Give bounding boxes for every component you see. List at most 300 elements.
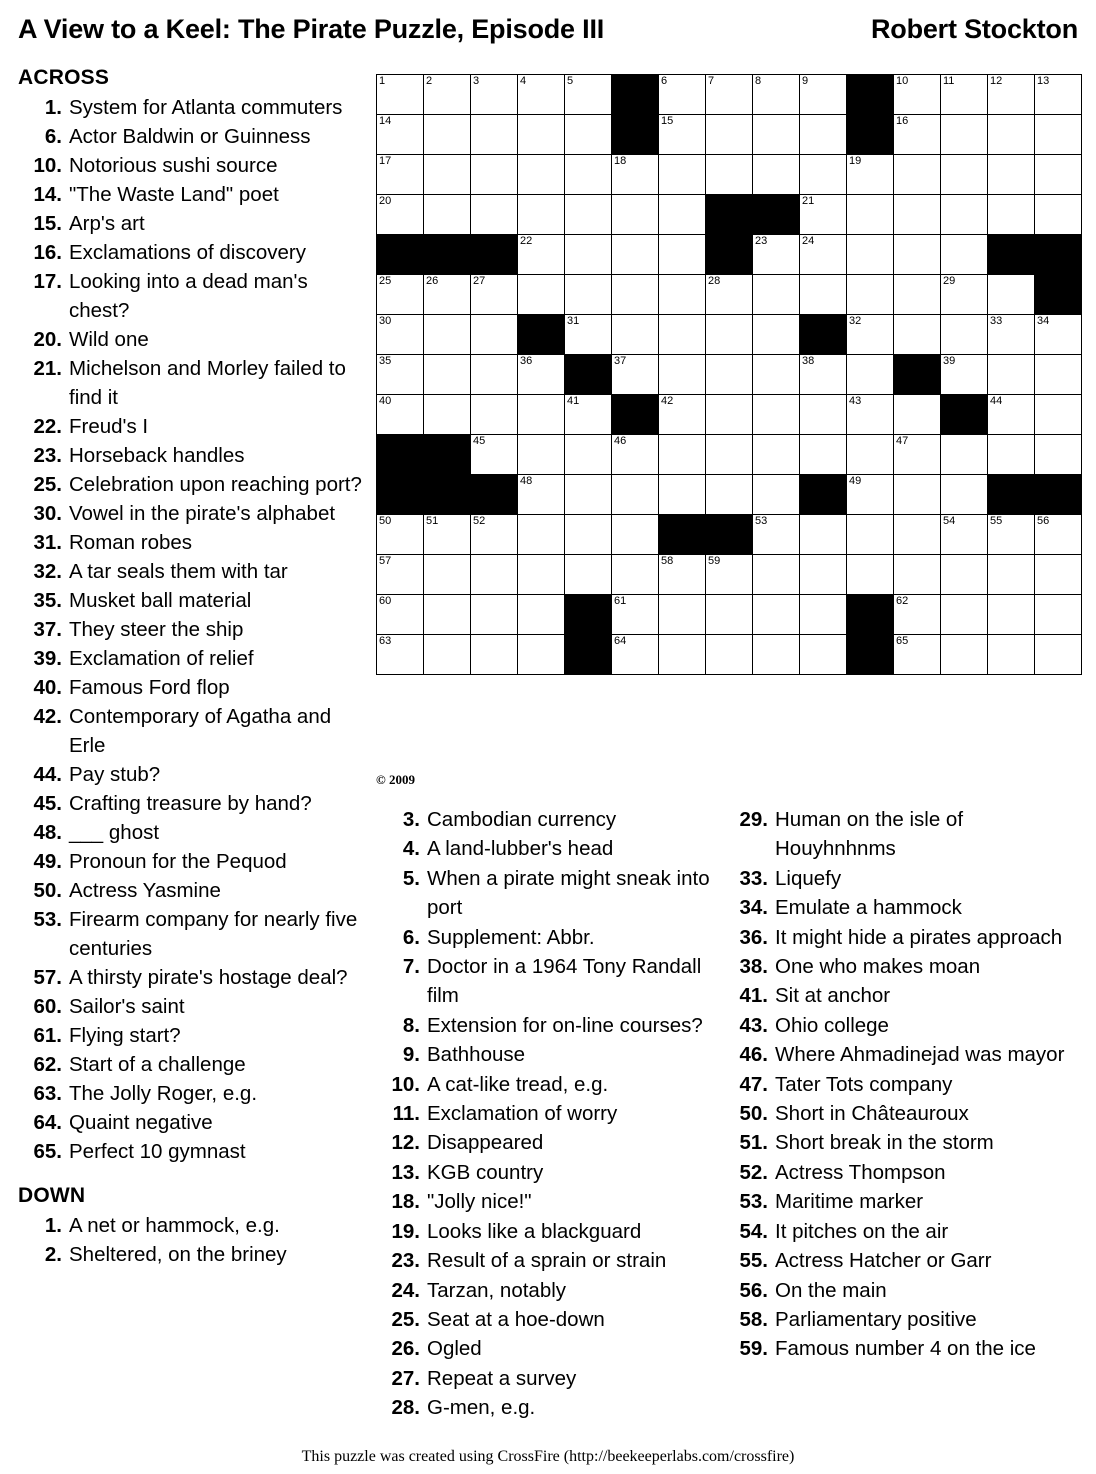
grid-cell-number: 32 [849, 315, 862, 327]
grid-cell[interactable] [706, 555, 753, 595]
grid-cell[interactable] [659, 475, 706, 515]
grid-cell[interactable] [424, 395, 471, 435]
clue-number: 36. [739, 925, 768, 949]
clue-item [18, 1108, 366, 1137]
clue-text: G-men, e.g. [427, 1396, 536, 1420]
grid-cell[interactable] [377, 275, 424, 315]
clue-number: 28. [391, 1396, 420, 1420]
clue-item [18, 1240, 366, 1269]
clue-item [18, 818, 366, 847]
grid-cell-number: 9 [802, 75, 809, 87]
grid-cell[interactable] [377, 115, 424, 155]
clue-text: Where Ahmadinejad was mayor [775, 1043, 1065, 1067]
clue-item [376, 923, 716, 952]
grid-cell[interactable] [753, 155, 800, 195]
clue-text: Maritime marker [775, 1190, 924, 1214]
grid-cell[interactable] [753, 315, 800, 355]
grid-cell[interactable] [377, 635, 424, 675]
grid-cell[interactable] [518, 115, 565, 155]
grid-cell[interactable] [753, 595, 800, 635]
clue-item [18, 528, 366, 557]
grid-cell[interactable] [518, 195, 565, 235]
grid-cell[interactable] [706, 475, 753, 515]
grid-cell[interactable] [941, 635, 988, 675]
grid-cell[interactable] [753, 75, 800, 115]
grid-cell[interactable] [847, 235, 894, 275]
grid-cell[interactable] [471, 395, 518, 435]
grid-cell[interactable] [565, 155, 612, 195]
grid-cell[interactable] [847, 395, 894, 435]
grid-cell[interactable] [753, 355, 800, 395]
clue-item [724, 1334, 1080, 1363]
grid-cell[interactable] [659, 195, 706, 235]
grid-cell[interactable] [988, 355, 1035, 395]
grid-cell-number: 58 [661, 555, 674, 567]
clue-text: Contemporary of Agatha and Erle [69, 705, 332, 757]
grid-cell[interactable] [847, 515, 894, 555]
clue-number: 50. [739, 1102, 768, 1126]
grid-cell[interactable] [518, 435, 565, 475]
grid-cell[interactable] [894, 75, 941, 115]
grid-cell[interactable] [800, 275, 847, 315]
grid-cell[interactable] [894, 315, 941, 355]
grid-cell[interactable] [659, 355, 706, 395]
grid-cell-number: 15 [661, 115, 674, 127]
clue-number: 23. [33, 444, 62, 467]
grid-cell[interactable] [565, 515, 612, 555]
grid-cell[interactable] [471, 635, 518, 675]
grid-cell[interactable] [424, 355, 471, 395]
grid-cell[interactable] [1035, 315, 1082, 355]
grid-cell[interactable] [988, 75, 1035, 115]
grid-cell[interactable] [1035, 75, 1082, 115]
down-heading: DOWN [18, 1184, 86, 1207]
grid-cell[interactable] [988, 435, 1035, 475]
grid-table[interactable] [376, 74, 1082, 675]
clue-item [724, 923, 1080, 952]
grid-cell[interactable] [471, 155, 518, 195]
grid-cell[interactable] [612, 595, 659, 635]
grid-cell[interactable] [941, 155, 988, 195]
grid-cell[interactable] [377, 195, 424, 235]
grid-cell[interactable] [941, 235, 988, 275]
grid-cell[interactable] [612, 155, 659, 195]
clue-number: 27. [391, 1366, 420, 1390]
grid-cell-number: 40 [379, 395, 392, 407]
grid-block-cell [847, 115, 894, 155]
clue-item [724, 1158, 1080, 1187]
clue-text: Short break in the storm [775, 1131, 994, 1155]
grid-cell[interactable] [988, 275, 1035, 315]
grid-cell[interactable] [565, 75, 612, 115]
grid-cell[interactable] [800, 515, 847, 555]
clue-item [18, 789, 366, 818]
clue-text: Liquefy [775, 866, 842, 890]
grid-cell[interactable] [941, 355, 988, 395]
clue-number: 25. [391, 1307, 420, 1331]
grid-cell[interactable] [894, 275, 941, 315]
grid-cell[interactable] [659, 75, 706, 115]
grid-cell[interactable] [612, 635, 659, 675]
clue-number: 35. [33, 589, 62, 612]
grid-cell[interactable] [1035, 435, 1082, 475]
grid-cell[interactable] [894, 515, 941, 555]
grid-cell[interactable] [518, 475, 565, 515]
grid-cell[interactable] [424, 115, 471, 155]
clue-item [376, 1158, 716, 1187]
grid-block-cell [471, 475, 518, 515]
grid-cell[interactable] [659, 275, 706, 315]
grid-cell[interactable] [612, 315, 659, 355]
grid-cell[interactable] [706, 435, 753, 475]
grid-cell[interactable] [659, 235, 706, 275]
grid-cell[interactable] [847, 155, 894, 195]
grid-cell[interactable] [377, 395, 424, 435]
grid-cell[interactable] [518, 235, 565, 275]
grid-cell[interactable] [988, 195, 1035, 235]
grid-row [377, 115, 1082, 155]
grid-cell[interactable] [894, 155, 941, 195]
grid-cell[interactable] [565, 115, 612, 155]
grid-cell[interactable] [800, 75, 847, 115]
grid-cell[interactable] [800, 195, 847, 235]
grid-cell[interactable] [988, 155, 1035, 195]
grid-cell-number: 52 [473, 515, 486, 527]
clue-number: 64. [33, 1111, 62, 1134]
grid-cell-number: 55 [990, 515, 1003, 527]
grid-cell[interactable] [753, 275, 800, 315]
grid-cell[interactable] [847, 315, 894, 355]
grid-cell[interactable] [1035, 355, 1082, 395]
grid-cell[interactable] [988, 515, 1035, 555]
grid-cell[interactable] [565, 475, 612, 515]
grid-cell[interactable] [988, 635, 1035, 675]
grid-cell[interactable] [706, 595, 753, 635]
grid-cell-number: 63 [379, 635, 392, 647]
grid-cell-number: 42 [661, 395, 674, 407]
grid-cell[interactable] [377, 75, 424, 115]
grid-block-cell [518, 315, 565, 355]
grid-cell[interactable] [377, 595, 424, 635]
clue-number: 23. [391, 1249, 420, 1273]
grid-cell[interactable] [565, 315, 612, 355]
grid-cell-number: 60 [379, 595, 392, 607]
grid-cell[interactable] [753, 635, 800, 675]
grid-cell[interactable] [471, 435, 518, 475]
grid-cell[interactable] [377, 355, 424, 395]
grid-cell[interactable] [1035, 555, 1082, 595]
grid-cell[interactable] [471, 515, 518, 555]
grid-cell[interactable] [941, 435, 988, 475]
grid-cell[interactable] [800, 635, 847, 675]
grid-row [377, 595, 1082, 635]
grid-cell[interactable] [753, 115, 800, 155]
grid-cell[interactable] [706, 395, 753, 435]
grid-block-cell [1035, 235, 1082, 275]
grid-cell[interactable] [1035, 395, 1082, 435]
grid-cell-number: 37 [614, 355, 627, 367]
grid-cell-number: 65 [896, 635, 909, 647]
grid-cell-number: 45 [473, 435, 486, 447]
grid-cell[interactable] [894, 195, 941, 235]
clue-text: Musket ball material [69, 589, 252, 612]
grid-cell[interactable] [659, 435, 706, 475]
clue-number: 4. [402, 837, 420, 861]
grid-cell[interactable] [847, 195, 894, 235]
grid-cell[interactable] [377, 315, 424, 355]
clue-text: Michelson and Morley failed to find it [69, 357, 346, 409]
crossword-grid[interactable] [376, 74, 1082, 675]
clue-text: Result of a sprain or strain [427, 1249, 667, 1273]
grid-block-cell [424, 475, 471, 515]
clue-text: Famous Ford flop [69, 676, 230, 699]
grid-cell-number: 10 [896, 75, 909, 87]
grid-cell-number: 24 [802, 235, 815, 247]
grid-cell[interactable] [424, 275, 471, 315]
grid-cell[interactable] [847, 475, 894, 515]
clue-item [724, 805, 1080, 864]
grid-cell[interactable] [565, 555, 612, 595]
grid-cell-number: 31 [567, 315, 580, 327]
clue-number: 48. [33, 821, 62, 844]
grid-cell[interactable] [847, 555, 894, 595]
grid-cell[interactable] [612, 355, 659, 395]
clue-item [18, 441, 366, 470]
grid-cell[interactable] [894, 635, 941, 675]
grid-cell[interactable] [424, 635, 471, 675]
grid-cell[interactable] [800, 355, 847, 395]
grid-cell[interactable] [565, 395, 612, 435]
clue-number: 6. [402, 925, 420, 949]
grid-cell-number: 18 [614, 155, 627, 167]
grid-cell[interactable] [565, 195, 612, 235]
clue-item [376, 1334, 716, 1363]
clue-item [18, 615, 366, 644]
grid-cell[interactable] [941, 315, 988, 355]
grid-cell[interactable] [988, 595, 1035, 635]
grid-cell[interactable] [424, 595, 471, 635]
grid-cell[interactable] [659, 555, 706, 595]
grid-cell-number: 48 [520, 475, 533, 487]
grid-cell[interactable] [424, 75, 471, 115]
grid-cell[interactable] [941, 195, 988, 235]
puzzle-author: Robert Stockton [870, 14, 1078, 44]
grid-cell[interactable] [612, 515, 659, 555]
grid-cell[interactable] [894, 595, 941, 635]
grid-cell[interactable] [612, 555, 659, 595]
grid-cell[interactable] [471, 115, 518, 155]
clue-number: 45. [33, 792, 62, 815]
grid-cell[interactable] [753, 435, 800, 475]
grid-cell[interactable] [659, 635, 706, 675]
clue-item [18, 905, 366, 963]
clue-text: Quaint negative [69, 1111, 213, 1134]
grid-cell[interactable] [471, 595, 518, 635]
clue-text: The Jolly Roger, e.g. [69, 1082, 258, 1105]
grid-cell[interactable] [518, 75, 565, 115]
grid-cell[interactable] [706, 315, 753, 355]
grid-cell[interactable] [565, 275, 612, 315]
grid-cell[interactable] [565, 435, 612, 475]
grid-cell-number: 53 [755, 515, 768, 527]
grid-cell[interactable] [988, 555, 1035, 595]
clue-text: Looking into a dead man's chest? [69, 270, 308, 322]
grid-cell[interactable] [424, 195, 471, 235]
clue-item [18, 267, 366, 325]
grid-cell[interactable] [988, 395, 1035, 435]
grid-cell[interactable] [753, 555, 800, 595]
grid-cell[interactable] [894, 235, 941, 275]
grid-cell[interactable] [377, 555, 424, 595]
grid-cell[interactable] [471, 195, 518, 235]
grid-cell-number: 8 [755, 75, 762, 87]
clue-item [18, 1137, 366, 1166]
grid-cell[interactable] [659, 395, 706, 435]
clue-item [376, 1187, 716, 1216]
grid-cell[interactable] [471, 275, 518, 315]
grid-cell[interactable] [941, 75, 988, 115]
grid-cell[interactable] [377, 155, 424, 195]
grid-cell[interactable] [988, 315, 1035, 355]
grid-cell[interactable] [941, 475, 988, 515]
grid-cell[interactable] [424, 555, 471, 595]
column-spacer [18, 1166, 366, 1184]
grid-cell[interactable] [424, 155, 471, 195]
grid-cell[interactable] [800, 115, 847, 155]
grid-cell[interactable] [706, 155, 753, 195]
clue-item [376, 1128, 716, 1157]
grid-cell-number: 64 [614, 635, 627, 647]
clue-text: Actress Thompson [775, 1160, 946, 1184]
grid-cell[interactable] [800, 555, 847, 595]
grid-cell[interactable] [847, 275, 894, 315]
grid-block-cell [941, 395, 988, 435]
clue-number: 60. [33, 995, 62, 1018]
grid-cell-number: 33 [990, 315, 1003, 327]
grid-cell[interactable] [800, 395, 847, 435]
clue-item [724, 1246, 1080, 1275]
grid-cell[interactable] [518, 515, 565, 555]
grid-cell[interactable] [941, 115, 988, 155]
clue-text: Exclamations of discovery [69, 241, 306, 264]
grid-cell[interactable] [377, 515, 424, 555]
grid-cell[interactable] [612, 235, 659, 275]
down-clue-column-2 [376, 805, 716, 1423]
grid-cell[interactable] [518, 635, 565, 675]
clue-text: Sheltered, on the briney [69, 1243, 287, 1266]
clue-item [724, 1070, 1080, 1099]
grid-cell[interactable] [424, 315, 471, 355]
clue-number: 58. [739, 1307, 768, 1331]
grid-cell[interactable] [894, 115, 941, 155]
clue-number: 63. [33, 1082, 62, 1105]
grid-block-cell [424, 235, 471, 275]
grid-cell[interactable] [612, 275, 659, 315]
grid-cell[interactable] [941, 555, 988, 595]
grid-cell[interactable] [1035, 515, 1082, 555]
grid-cell[interactable] [424, 515, 471, 555]
grid-cell[interactable] [706, 75, 753, 115]
grid-cell[interactable] [847, 355, 894, 395]
grid-cell[interactable] [659, 115, 706, 155]
grid-cell[interactable] [894, 435, 941, 475]
grid-cell[interactable] [471, 315, 518, 355]
clue-number: 53. [33, 908, 62, 931]
grid-cell[interactable] [706, 635, 753, 675]
clue-number: 57. [33, 966, 62, 989]
clue-item [18, 209, 366, 238]
grid-cell-number: 21 [802, 195, 815, 207]
grid-cell[interactable] [753, 395, 800, 435]
grid-cell[interactable] [706, 275, 753, 315]
clue-text: They steer the ship [69, 618, 244, 641]
grid-cell[interactable] [753, 515, 800, 555]
grid-cell[interactable] [1035, 195, 1082, 235]
clue-item [376, 805, 716, 834]
grid-cell-number: 16 [896, 115, 909, 127]
grid-cell-number: 5 [567, 75, 574, 87]
grid-cell[interactable] [565, 235, 612, 275]
grid-row [377, 275, 1082, 315]
grid-cell[interactable] [1035, 155, 1082, 195]
grid-cell[interactable] [659, 595, 706, 635]
grid-cell[interactable] [894, 555, 941, 595]
grid-cell[interactable] [988, 115, 1035, 155]
clue-number: 19. [391, 1219, 420, 1243]
grid-cell[interactable] [518, 355, 565, 395]
grid-cell[interactable] [706, 355, 753, 395]
grid-cell[interactable] [800, 155, 847, 195]
grid-cell[interactable] [518, 155, 565, 195]
grid-cell[interactable] [518, 595, 565, 635]
grid-cell[interactable] [471, 355, 518, 395]
grid-cell[interactable] [471, 75, 518, 115]
grid-cell[interactable] [941, 595, 988, 635]
grid-cell[interactable] [753, 475, 800, 515]
grid-cell[interactable] [800, 235, 847, 275]
clue-text: Horseback handles [69, 444, 245, 467]
clue-text: Tater Tots company [775, 1072, 953, 1096]
clue-item [18, 325, 366, 354]
grid-cell[interactable] [659, 155, 706, 195]
grid-cell[interactable] [1035, 635, 1082, 675]
grid-cell[interactable] [941, 515, 988, 555]
grid-cell[interactable] [753, 235, 800, 275]
grid-row [377, 635, 1082, 675]
clue-number: 20. [33, 328, 62, 351]
grid-cell[interactable] [894, 475, 941, 515]
grid-cell[interactable] [518, 555, 565, 595]
grid-cell[interactable] [1035, 595, 1082, 635]
grid-cell[interactable] [800, 435, 847, 475]
grid-cell-number: 20 [379, 195, 392, 207]
grid-cell[interactable] [706, 115, 753, 155]
grid-cell[interactable] [800, 595, 847, 635]
grid-cell[interactable] [612, 475, 659, 515]
clue-text: Sailor's saint [69, 995, 185, 1018]
grid-cell[interactable] [612, 435, 659, 475]
grid-cell[interactable] [612, 195, 659, 235]
grid-cell[interactable] [471, 555, 518, 595]
grid-cell[interactable] [894, 395, 941, 435]
grid-cell[interactable] [1035, 115, 1082, 155]
grid-cell-number: 35 [379, 355, 392, 367]
grid-cell[interactable] [659, 315, 706, 355]
grid-cell[interactable] [518, 275, 565, 315]
grid-cell[interactable] [941, 275, 988, 315]
grid-cell[interactable] [518, 395, 565, 435]
grid-cell[interactable] [847, 435, 894, 475]
